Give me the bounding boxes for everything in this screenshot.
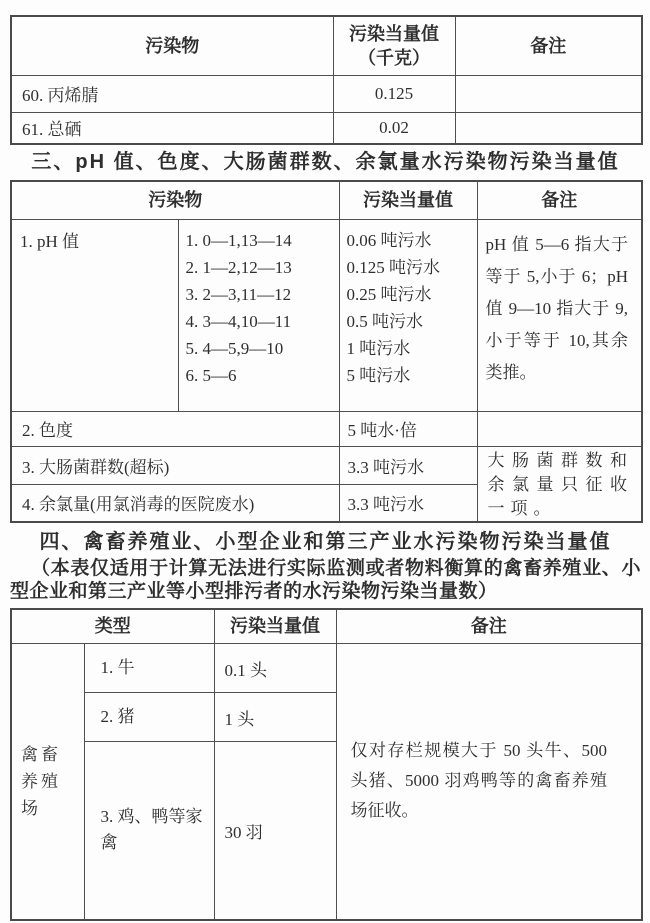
table-row [11, 411, 642, 446]
ph-range-line: 6. 5—6 [185, 365, 237, 385]
t2-header-pollutant: 污染物 [11, 181, 339, 219]
ph-range-line: 5. 4—5,9—10 [185, 338, 284, 358]
section4-note: （本表仅适用于计算无法进行实际监测或者物料衡算的禽畜养殖业、小型企业和第三产业等小型排污者的水污染物污染当量数） [10, 557, 641, 602]
t2-ph-row [11, 219, 642, 411]
t2-header-note: 备注 [477, 181, 642, 219]
ph-value-line: 0.125 吨污水 [346, 257, 440, 277]
t1-row1-name: 61. 总硒 [11, 112, 333, 144]
table-row [11, 75, 642, 112]
ph-value-line: 0.06 吨污水 [346, 230, 432, 250]
t2-ph-range-list [178, 219, 339, 411]
t1-header-value [333, 16, 455, 75]
t2-row-coliform-name: 3. 大肠菌群数(超标) [11, 446, 339, 485]
t3-category: 禽畜养殖场 [11, 644, 84, 920]
t1-row1-note [455, 112, 642, 144]
t1-header-pollutant: 污染物 [11, 16, 333, 75]
table-row [11, 446, 642, 485]
t2-row-chroma-value: 5 吨水·倍 [339, 411, 477, 446]
ph-value-line: 0.5 吨污水 [346, 311, 423, 331]
ph-value-line: 5 吨污水 [346, 365, 411, 385]
t3-header-note: 备注 [336, 609, 642, 644]
t1-row1-value: 0.02 [333, 112, 455, 144]
t3-row-poultry-value: 30 羽 [214, 742, 336, 920]
t3-row-cattle-value: 0.1 头 [214, 644, 336, 693]
livestock-table [10, 608, 643, 921]
t3-row-cattle-name: 1. 牛 [84, 644, 214, 693]
t2-header-value: 污染当量值 [339, 181, 477, 219]
pollutant-kg-table [10, 15, 643, 145]
t3-row-pig-value: 1 头 [214, 693, 336, 742]
ph-range-line: 3. 2—3,11—12 [185, 284, 292, 304]
t2-row-chroma-note [477, 411, 642, 446]
t1-header-note: 备注 [455, 16, 642, 75]
t2-header-row [11, 181, 642, 219]
t2-row-chlorine-name: 4. 余氯量(用氯消毒的医院废水) [11, 485, 339, 522]
t2-row-chroma-name: 2. 色度 [11, 411, 339, 446]
section3-title: 三、pH 值、色度、大肠菌群数、余氯量水污染物污染当量值 [31, 151, 620, 173]
t1-row0-note [455, 75, 642, 112]
t3-row-pig-name: 2. 猪 [84, 693, 214, 742]
table-row [11, 112, 642, 144]
ph-value-line: 1 吨污水 [346, 338, 411, 358]
t1-row0-value: 0.125 [333, 75, 455, 112]
ph-range-line: 1. 0—1,13—14 [185, 230, 292, 250]
t2-row-chlorine-value: 3.3 吨污水 [339, 485, 477, 522]
t1-header-value-line1: 污染当量值 [349, 23, 439, 44]
ph-chroma-coliform-table [10, 180, 643, 523]
t1-row0-name: 60. 丙烯腈 [11, 75, 333, 112]
t3-note: 仅对存栏规模大于 50 头牛、500 头猪、5000 羽鸡鸭等的禽畜养殖场征收。 [336, 644, 642, 920]
t2-merged-note: 大肠菌群数和余氯量只征收一项。 [477, 446, 642, 522]
t1-header-row [11, 16, 642, 75]
t3-row-poultry-name: 3. 鸡、鸭等家禽 [84, 742, 214, 920]
t3-header-value: 污染当量值 [214, 609, 336, 644]
t2-ph-value-list [339, 219, 477, 411]
ph-range-line: 4. 3—4,10—11 [185, 311, 292, 331]
t2-ph-label: 1. pH 值 [11, 219, 178, 411]
section4-title: 四、禽畜养殖业、小型企业和第三产业水污染物污染当量值 [39, 530, 612, 553]
t2-row-coliform-value: 3.3 吨污水 [339, 446, 477, 485]
ph-value-line: 0.25 吨污水 [346, 284, 432, 304]
t2-ph-note: pH 值 5—6 指大于等于 5,小于 6；pH 值 9—10 指大于 9,小于等于 10,其余类推。 [477, 219, 642, 411]
ph-range-line: 2. 1—2,12—13 [185, 257, 292, 277]
t3-header-row [11, 609, 642, 644]
t1-header-value-line2: （千克） [358, 47, 430, 68]
table-row [11, 644, 642, 693]
t3-header-type: 类型 [11, 609, 214, 644]
